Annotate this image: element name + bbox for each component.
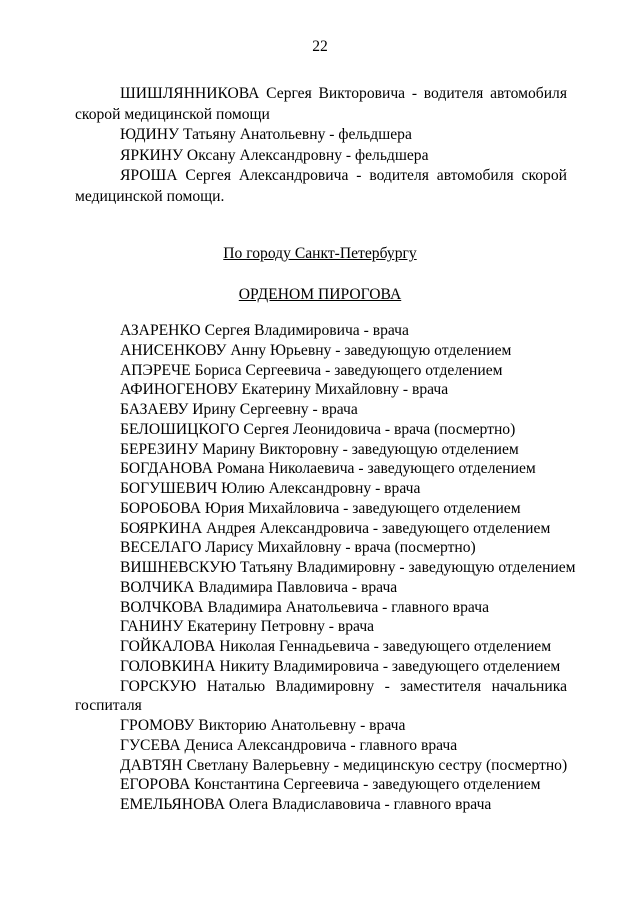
list-item: АЗАРЕНКО Сергея Владимировича - врача [120, 322, 409, 339]
award-heading: ОРДЕНОМ ПИРОГОВА [238, 286, 402, 303]
list-item: ЮДИНУ Татьяну Анатольевну - фельдшера [120, 126, 412, 144]
list-item: ЕМЕЛЬЯНОВА Олега Владиславовича - главного врача [120, 796, 492, 813]
list-item: БОГУШЕВИЧ Юлию Александровну - врача [120, 480, 421, 497]
list-item: ГАНИНУ Екатерину Петровну - врача [120, 618, 375, 636]
list-item: ШИШЛЯННИКОВА Сергея Викторовича - водителя автомобиля скорой медицинской помощи [75, 85, 567, 123]
list-item: БОЯРКИНА Андрея Александровича - заведующего отделением [120, 519, 551, 537]
list-item: БОГДАНОВА Романа Николаевича - заведующего отделением [120, 460, 536, 478]
list-item: ГУСЕВА Дениса Александровича - главного врача [120, 736, 458, 754]
list-item: БЕЛОШИЦКОГО Сергея Леонидовича - врача (посмертно) [120, 420, 516, 438]
list-item: ЯРКИНУ Оксану Александровну - фельдшера [120, 146, 429, 164]
list-item: ВЕСЕЛАГО Ларису Михайловну - врача (посмертно) [120, 539, 476, 557]
list-item: ГОРСКУЮ Наталью Владимировну - заместителя начальника госпиталя [75, 677, 567, 715]
list-item: ГРОМОВУ Викторию Анатольевну - врача [120, 717, 406, 734]
award-list-continued [75, 84, 567, 208]
list-item: БАЗАЕВУ Ирину Сергеевну - врача [120, 401, 358, 418]
list-item: ВИШНЕВСКУЮ Татьяну Владимировну - заведующую отделением [120, 559, 576, 576]
list-item: ВОЛЧИКА Владимира Павловича - врача [120, 578, 398, 596]
award-list [75, 321, 576, 815]
list-item: ДАВТЯН Светлану Валерьевну - медицинскую сестру (посмертно) [120, 756, 568, 774]
page-number: 22 [312, 38, 328, 55]
list-item: ГОЛОВКИНА Никиту Владимировича - заведующего отделением [120, 657, 561, 675]
list-item: АНИСЕНКОВУ Анну Юрьевну - заведующую отделением [120, 341, 512, 359]
region-heading: По городу Санкт-Петербургу [223, 245, 417, 262]
list-item: ВОЛЧКОВА Владимира Анатольевича - главного врача [120, 598, 489, 616]
list-item: АПЭРЕЧЕ Бориса Сергеевича - заведующего отделением [120, 361, 503, 379]
list-item: ЯРОША Сергея Александровича - водителя автомобиля скорой медицинской помощи. [75, 167, 567, 205]
list-item: ЕГОРОВА Константина Сергеевича - заведующего отделением [120, 776, 541, 794]
list-item: БЕРЕЗИНУ Марину Викторовну - заведующую отделением [120, 440, 519, 458]
list-item: АФИНОГЕНОВУ Екатерину Михайловну - врача [120, 381, 449, 399]
list-item: БОРОБОВА Юрия Михайловича - заведующего отделением [120, 499, 521, 517]
list-item: ГОЙКАЛОВА Николая Геннадьевича - заведующего отделением [120, 638, 552, 655]
